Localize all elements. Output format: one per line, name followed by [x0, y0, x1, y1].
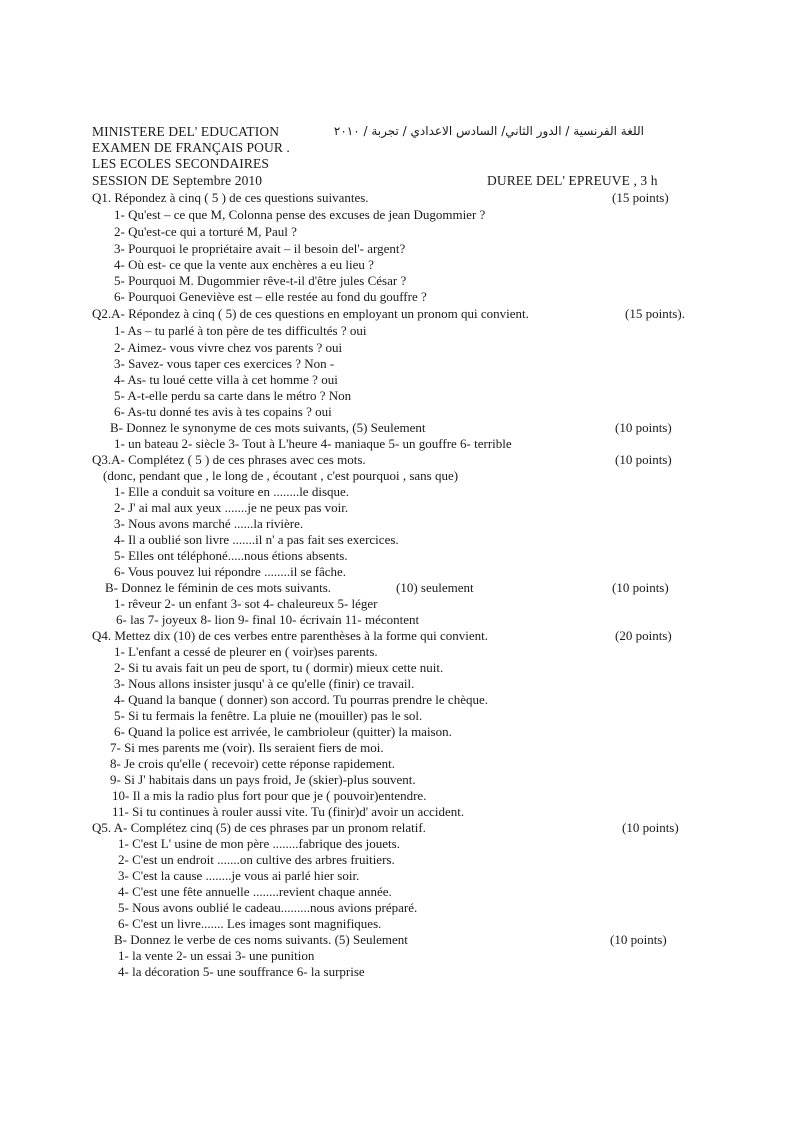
q2-item: 4- As- tu loué cette villa à cet homme ? oui [114, 372, 338, 387]
q2-title: Q2.A- Répondez à cinq ( 5) de ces questions en employant un pronom qui convient. [92, 306, 529, 321]
q3-b-words: 6- las 7- joyeux 8- lion 9- final 10- écrivain 11- mécontent [116, 612, 420, 627]
q2-item: 1- As – tu parlé à ton père de tes difficultés ? oui [114, 323, 367, 338]
exam-line: EXAMEN DE FRANÇAIS POUR . [92, 140, 290, 155]
q5-b-words: 1- la vente 2- un essai 3- une punition [118, 948, 315, 963]
q4-points: (20 points) [615, 628, 672, 643]
q2-item: 6- As-tu donné tes avis à tes copains ? oui [114, 404, 332, 419]
q4-item: 5- Si tu fermais la fenêtre. La pluie ne (mouiller) pas le sol. [114, 708, 423, 723]
q4-item: 1- L'enfant a cessé de pleurer en ( voir)ses parents. [114, 644, 378, 659]
q4-item: 6- Quand la police est arrivée, le cambrioleur (quitter) la maison. [114, 724, 452, 739]
q3-item: 5- Elles ont téléphoné.....nous étions absents. [114, 548, 348, 563]
q5-item: 6- C'est un livre....... Les images sont magnifiques. [118, 916, 382, 931]
q3-item: 2- J' ai mal aux yeux .......je ne peux pas voir. [114, 500, 349, 515]
q3-points: (10 points) [615, 452, 672, 467]
q5-item: 3- C'est la cause ........je vous ai parlé hier soir. [118, 868, 360, 883]
q4-item: 2- Si tu avais fait un peu de sport, tu ( dormir) mieux cette nuit. [114, 660, 444, 675]
q1-points: (15 points) [612, 190, 669, 205]
q5-title: Q5. A- Complétez cinq (5) de ces phrases par un pronom relatif. [92, 820, 426, 835]
q4-item: 10- Il a mis la radio plus fort pour que je ( pouvoir)entendre. [112, 788, 427, 803]
q3-item: 6- Vous pouvez lui répondre ........il se fâche. [114, 564, 347, 579]
q1-item: 5- Pourquoi M. Dugommier rêve-t-il d'être jules César ? [114, 273, 407, 288]
q2-item: 3- Savez- vous taper ces exercices ? Non - [114, 356, 335, 371]
q3-b-words: 1- rêveur 2- un enfant 3- sot 4- chaleureux 5- léger [114, 596, 378, 611]
q4-item: 8- Je crois qu'elle ( recevoir) cette réponse rapidement. [110, 756, 395, 771]
q3-title: Q3.A- Complétez ( 5 ) de ces phrases avec ces mots. [92, 452, 366, 467]
q5-item: 4- C'est une fête annuelle ........revient chaque année. [118, 884, 392, 899]
q3-item: 3- Nous avons marché ......la rivière. [114, 516, 304, 531]
q4-title: Q4. Mettez dix (10) de ces verbes entre parenthèses à la forme qui convient. [92, 628, 488, 643]
q3-item: 1- Elle a conduit sa voiture en ........le disque. [114, 484, 350, 499]
q3-words: (donc, pendant que , le long de , écoutant , c'est pourquoi , sans que) [103, 468, 459, 483]
q5-b-title: B- Donnez le verbe de ces noms suivants. (5) Seulement [114, 932, 408, 947]
q3-b-count: (10) seulement [396, 580, 474, 595]
arabic-header: اللغة الفرنسية / الدور الثاني/ السادس الاعدادي / تجربة / ٢٠١٠ [333, 124, 644, 138]
q3-b-points: (10 points) [612, 580, 669, 595]
q4-item: 7- Si mes parents me (voir). Ils seraient fiers de moi. [110, 740, 384, 755]
q4-item: 11- Si tu continues à rouler aussi vite. Tu (finir)d' avoir un accident. [112, 804, 465, 819]
q1-item: 2- Qu'est-ce qui a torturé M, Paul ? [114, 224, 297, 239]
q5-item: 1- C'est L' usine de mon père ........fabrique des jouets. [118, 836, 400, 851]
q4-item: 9- Si J' habitais dans un pays froid, Je (skier)-plus souvent. [110, 772, 416, 787]
q2-b-points: (10 points) [615, 420, 672, 435]
q2-b-words: 1- un bateau 2- siècle 3- Tout à L'heure 4- maniaque 5- un gouffre 6- terrible [114, 436, 512, 451]
duration-line: DUREE DEL' EPREUVE , 3 h [487, 173, 658, 188]
q2-item: 2- Aimez- vous vivre chez vos parents ? oui [114, 340, 343, 355]
q5-item: 5- Nous avons oublié le cadeau.........nous avions préparé. [118, 900, 418, 915]
q1-item: 1- Qu'est – ce que M, Colonna pense des excuses de jean Dugommier ? [114, 207, 486, 222]
q3-b-title: B- Donnez le féminin de ces mots suivants. [105, 580, 332, 595]
q5-b-words: 4- la décoration 5- une souffrance 6- la surprise [118, 964, 365, 979]
q4-item: 3- Nous allons insister jusqu' à ce qu'elle (finir) ce travail. [114, 676, 415, 691]
q2-b-title: B- Donnez le synonyme de ces mots suivants, (5) Seulement [110, 420, 426, 435]
q2-item: 5- A-t-elle perdu sa carte dans le métro ? Non [114, 388, 352, 403]
q1-item: 6- Pourquoi Geneviève est – elle restée au fond du gouffre ? [114, 289, 427, 304]
q4-item: 4- Quand la banque ( donner) son accord. Tu pourras prendre le chèque. [114, 692, 488, 707]
q1-title: Q1. Répondez à cinq ( 5 ) de ces questions suivantes. [92, 190, 369, 205]
q1-item: 3- Pourquoi le propriétaire avait – il besoin del'- argent? [114, 241, 406, 256]
schools-line: LES ECOLES SECONDAIRES [92, 156, 269, 171]
q2-points: (15 points). [625, 306, 685, 321]
q5-points: (10 points) [622, 820, 679, 835]
q5-item: 2- C'est un endroit .......on cultive des arbres fruitiers. [118, 852, 395, 867]
session-line: SESSION DE Septembre 2010 [92, 173, 263, 188]
q5-b-points: (10 points) [610, 932, 667, 947]
ministry-line: MINISTERE DEL' EDUCATION [92, 124, 280, 139]
q3-item: 4- Il a oublié son livre .......il n' a pas fait ses exercices. [114, 532, 399, 547]
q1-item: 4- Où est- ce que la vente aux enchères a eu lieu ? [114, 257, 374, 272]
